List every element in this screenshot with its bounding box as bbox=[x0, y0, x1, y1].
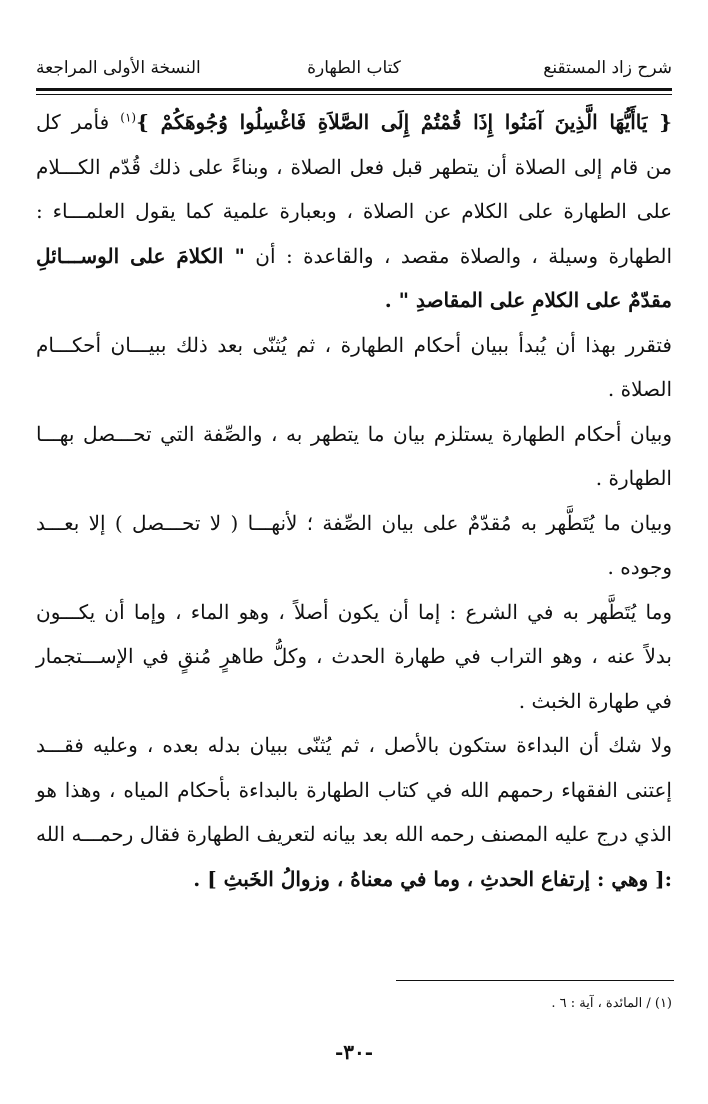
text-line: وجوده . bbox=[607, 555, 672, 579]
text-line: وبيان أحكام الطهارة يستلزم بيان ما يتطهر به ، والصِّفة التي تحـــصل بهـــا bbox=[36, 421, 672, 446]
header-chapter-title: كتاب الطهارة bbox=[307, 58, 401, 78]
footnote: (١) / المائدة ، آية : ٦ . bbox=[551, 996, 672, 1011]
text-line: على الطهارة على الكلام عن الصلاة ، وبعبارة علمية كما يقول العلمـــاء : bbox=[36, 199, 672, 223]
text-span: فأمر كل bbox=[36, 110, 121, 134]
quran-verse: { يَاأَيُّهَا الَّذِينَ آمَنُوا إِذَا قُمْتُمْ إِلَى الصَّلاَةِ فَاغْسِلُوا وُجُوهَكُمْ } bbox=[136, 110, 672, 134]
text-line: ولا شك أن البداءة ستكون بالأصل ، ثم يُثنّى ببيان بدله بعده ، وعليه فقـــد bbox=[36, 733, 672, 757]
text-line: إعتنى الفقهاء رحمهم الله في كتاب الطهارة بالبداءة بأحكام المياه ، وهذا هو bbox=[36, 777, 672, 802]
text-line: مقدّمٌ على الكلامِ على المقاصدِ " . bbox=[384, 288, 672, 312]
text-line: الذي درج عليه المصنف رحمه الله بعد بيانه لتعريف الطهارة فقال رحمـــه الله bbox=[36, 822, 672, 846]
body-text bbox=[36, 100, 672, 901]
header-edition: النسخة الأولى المراجعة bbox=[36, 58, 201, 78]
header-book-title: شرح زاد المستقنع bbox=[543, 58, 672, 78]
text-line: في طهارة الخبث . bbox=[518, 688, 672, 713]
text-line: وما يُتَطَّهر به في الشرع : إما أن يكون أصلاً ، وهو الماء ، وإما أن يكـــون bbox=[36, 599, 672, 624]
running-header bbox=[36, 54, 672, 84]
footnote-rule bbox=[396, 980, 674, 981]
page-number: -٣٠- bbox=[334, 1040, 374, 1064]
footnote-marker: (١) bbox=[120, 110, 137, 125]
text-line: من قام إلى الصلاة أن يتطهر قبل فعل الصلاة ، وبناءً على ذلك قُدّم الكـــلام bbox=[36, 154, 672, 179]
header-rule-thin bbox=[36, 94, 672, 95]
text-line: فتقرر بهذا أن يُبدأ ببيان أحكام الطهارة ، ثم يُثنّى بعد ذلك ببيـــان أحكـــام bbox=[36, 332, 672, 357]
text-span: الطهارة وسيلة ، والصلاة مقصد ، والقاعدة : أن bbox=[244, 243, 672, 268]
matn-quote: :[ وهي : إرتفاع الحدثِ ، وما في معناهُ ، وزوالُ الخَبثِ ] . bbox=[193, 866, 672, 891]
text-line: الصلاة . bbox=[607, 377, 672, 401]
text-line bbox=[36, 234, 672, 279]
text-line bbox=[36, 100, 672, 145]
text-line: الطهارة . bbox=[595, 466, 672, 490]
text-line: وبيان ما يُتَطَّهر به مُقدّمٌ على بيان الصِّفة ؛ لأنهـــا ( لا تحـــصل ) إلا بعـــد bbox=[36, 510, 672, 535]
text-line: بدلاً عنه ، وهو التراب في طهارة الحدث ، وكلُّ طاهرٍ مُنقٍ في الإســـتجمار bbox=[36, 644, 672, 668]
rule-quote: " الكلامَ على الوســـائلِ bbox=[36, 243, 245, 268]
header-rule-thick bbox=[36, 88, 672, 91]
